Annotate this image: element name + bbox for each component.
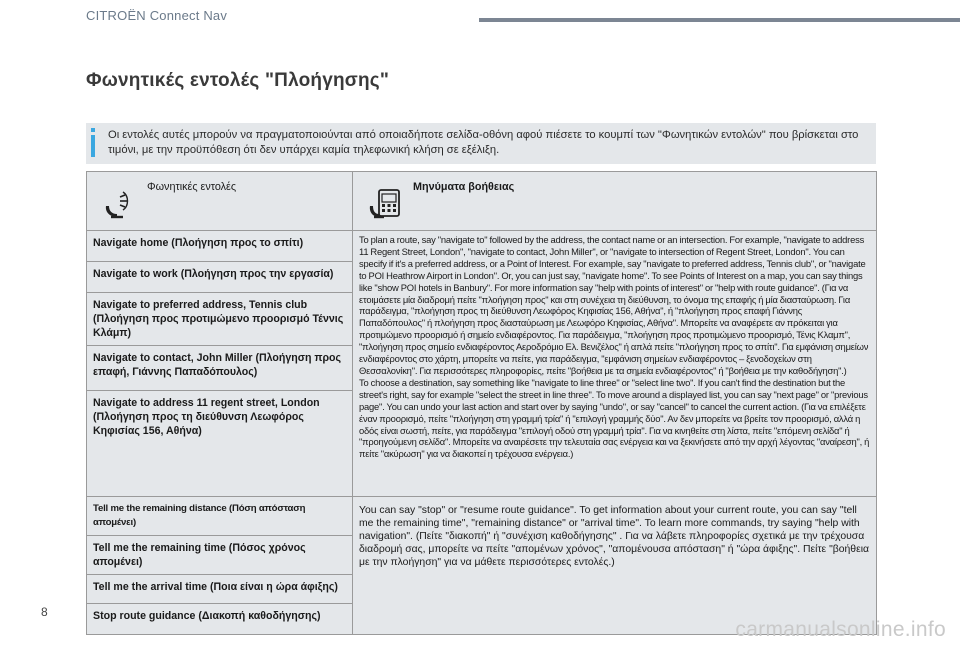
note-text: Οι εντολές αυτές μπορούν να πραγματοποιούνται από οποιαδήποτε σελίδα-οθόνη αφού πιέσετε το κουμπί των "Φωνητικών εντολών" που βρίσκεται στο τιμόνι, με την προϋπόθεση ότι δεν υπάρχει καμία τηλεφωνική κλήση σε εξέλιξη. xyxy=(108,129,859,156)
command-navigate-address: Navigate to address 11 regent street, London (Πλοήγηση προς τη διεύθυνση Λεωφόρος Κηφισίας 156, Αθήνα) xyxy=(87,391,353,497)
command-navigate-preferred: Navigate to preferred address, Tennis club (Πλοήγηση προς προτιμώμενο προορισμό Τέννις Κλάμπ) xyxy=(87,293,353,346)
command-navigate-contact: Navigate to contact, John Miller (Πλοήγηση προς επαφή, Γιάννης Παπαδόπουλος) xyxy=(87,346,353,391)
command-remaining-time: Tell me the remaining time (Πόσος χρόνος απομένει) xyxy=(87,536,353,575)
voice-command-icon xyxy=(101,186,135,220)
command-navigate-home: Navigate home (Πλοήγηση προς το σπίτι) xyxy=(87,231,353,262)
watermark: carmanualsonline.info xyxy=(735,618,946,641)
voice-commands-table xyxy=(86,171,877,635)
header-bar xyxy=(479,18,960,22)
command-arrival-time: Tell me the arrival time (Ποια είναι η ώρα άφιξης) xyxy=(87,575,353,604)
note-box xyxy=(86,123,876,164)
help-response-navigation xyxy=(353,231,877,497)
table-header-help xyxy=(353,172,877,231)
info-icon xyxy=(91,128,95,157)
header-brand: CITROËN Connect Nav xyxy=(86,8,228,23)
help-response-navigation-text: To plan a route, say "navigate to" followed by the address, the contact name or an intersection. For example, "navigate to address 11 Regent Street, London", "navigate to contact, John Miller", or "navigate to intersection of Regent Street, London". You can specify if it's a preferred address, or a Point of Interest. For example, say "navigate to preferred address, Tennis club", or "navigate to POI Heathrow Airport in London". Or, you can just say, "navigate home". To see Points of Interest on a map, you can say things like "show POI hotels in Banbury". For more information say "help with points of interest" or "help with route guidance". (Για να ετοιμάσετε μία διαδρομή πείτε "πλοήγηση προς" και στη συνέχεια τη διεύθυνση, το όνομα της επαφής ή μία διασταύρωση. Για παράδειγμα, "πλοήγηση προς τη διεύθυνση Λεωφόρος Κηφισίας 156, Αθήνα", ή "πλοήγηση προς επαφή Γιάννης Παπαδόπουλος" ή πλοήγηση προς διασταύρωση με Λεωφόρο Κηφισίας, Αθήνα". Μπορείτε να αναφέρετε αν πρόκειται για προτιμώμενο προορισμό ή σημείο ενδιαφέροντος. Για παράδειγμα, "πλοήγηση προς προτιμώμενο προορισμό, Τένις Κλαμπ", "πλοήγηση προς σημείο ενδιαφέροντος Αεροδρόμιο Ελ. Βενιζέλος" ή απλά πείτε "πλοήγηση προς το σπίτι". Για εμφάνιση σημείων ενδιαφέροντος στο χάρτη, μπορείτε να πείτε, για παράδειγμα, "εμφάνιση σημείων ενδιαφέροντος – ξενοδοχείων στη Θεσσαλονίκη". Για περισσότερες πληροφορίες, πείτε "βοήθεια με τα σημεία ενδιαφέροντος" ή "βοήθεια με την καθοδήγηση".) To choose a destination, say something like "navigate to line three" or "select line two". If you can't find the destination but the street's right, say for example "select the street in line three". To move around a displayed list, you can say "next page" or "previous page". You can undo your last action and start over by saying "undo", or say "cancel" to cancel the current action. (Για να επιλέξετε έναν προορισμό, πείτε "πλοήγηση στη γραμμή τρία" ή "επιλογή γραμμής δύο". Αν δεν μπορείτε να βρείτε τον προορισμό, αλλά η οδός είναι σωστή, πείτε, για παράδειγμα "επιλογή οδού στη γραμμή τρία". Για να κινηθείτε στη λίστα, πείτε "επόμενη σελίδα" ή "προηγούμενη σελίδα". Μπορείτε να αναιρέσετε την τελευταία σας ενέργεια και να ξεκινήσετε από την αρχή λέγοντας "αναίρεση", ή πείτε "ακύρωση" για να διακοπεί η τρέχουσα ενέργεια.) xyxy=(359,234,870,460)
help-response-route-info-text: You can say "stop" or "resume route guidance". To get information about your current route, you can say "tell me the remaining time", "remaining distance" or "arrival time". To learn more commands, try saying "help with navigation". (Πείτε "διακοπή" ή "συνέχιση καθοδήγησης" . Για να λάβετε πληροφορίες σχετικά με την τρέχουσα διαδρομή σας, μπορείτε να πείτε "απομένων χρόνος", "απομένουσα απόσταση" ή "ώρα άφιξης". Πείτε "βοήθεια με την πλοήγηση" για να μάθετε περισσότερες εντολές.) xyxy=(359,505,870,568)
command-navigate-work: Navigate to work (Πλοήγηση προς την εργασία) xyxy=(87,262,353,293)
help-response-route-info xyxy=(353,497,877,635)
page-title: Φωνητικές εντολές "Πλοήγησης" xyxy=(86,70,390,91)
page-number: 8 xyxy=(41,605,48,619)
header-label-help: Μηνύματα βοήθειας xyxy=(413,181,515,193)
header-label-commands: Φωνητικές εντολές xyxy=(147,181,237,193)
table-header-commands xyxy=(87,172,353,231)
help-message-icon xyxy=(367,186,401,220)
command-stop-guidance: Stop route guidance (Διακοπή καθοδήγησης) xyxy=(87,604,353,635)
command-remaining-distance: Tell me the remaining distance (Πόση απόσταση απομένει) xyxy=(87,497,353,536)
